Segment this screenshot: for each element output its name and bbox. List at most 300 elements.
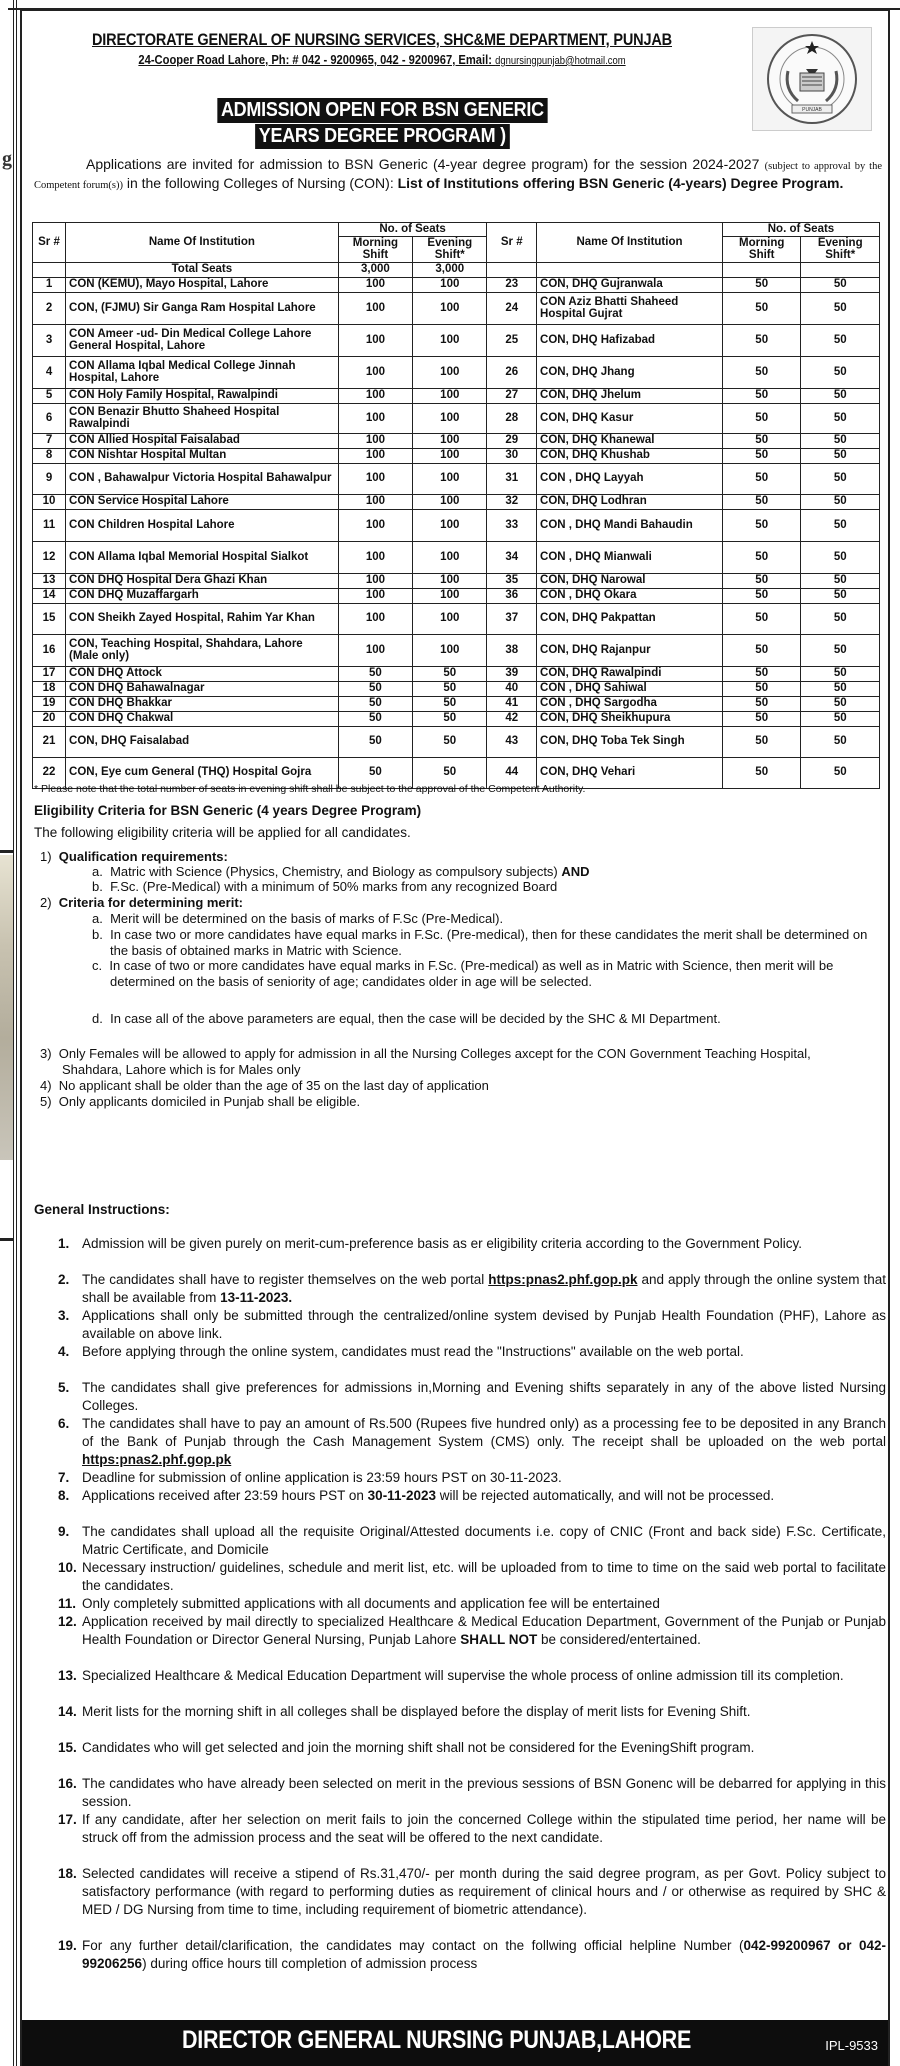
sr-cell: 30 (487, 448, 537, 463)
evening-seats: 50 (413, 681, 487, 696)
instruction-item (58, 1307, 886, 1343)
eligibility-item-3: 3) Only Females will be allowed to apply for admission in all the Nursing Colleges axcept for the CON Government Teaching Hospital, Shahdara, Lahore which is for Males only (40, 1046, 811, 1077)
morning-seats: 50 (722, 634, 801, 666)
organization-name: DIRECTORATE GENERAL OF NURSING SERVICES, SHC&ME DEPARTMENT, PUNJAB (91, 31, 673, 49)
institution-name: CON Sheikh Zayed Hospital, Rahim Yar Khan (66, 603, 339, 634)
evening-seats: 50 (801, 541, 880, 573)
item-number: 19. (58, 1938, 77, 1953)
institution-name: CON, DHQ Narowal (537, 573, 723, 588)
morning-seats: 100 (338, 573, 412, 588)
institutions-table (32, 222, 880, 789)
morning-seats: 50 (722, 681, 801, 696)
eligibility-subtitle: The following eligibility criteria will be applied for all candidates. (34, 825, 411, 840)
morning-seats: 100 (338, 588, 412, 603)
criteria-label: Criteria for determining merit: (58, 895, 243, 910)
table-footnote: * Please note that the total number of seats in evening shift shall be subject to the approval of the Competent Authority. (34, 783, 586, 795)
item-number: 18. (58, 1866, 77, 1881)
evening-seats: 100 (413, 292, 487, 324)
instruction-text: Selected candidates will receive a stipend of Rs.31,470/- per month during the said degree program, as per Govt. Policy subject to satisfactory performance (with regard to performing duties as requirement of clinical hours and / or otherwise as required by SHC & MED / DG Nursing from time to time, including requirement of biometric attendance). (82, 1866, 886, 1917)
sr-cell: 21 (33, 726, 66, 757)
instruction-item (58, 1667, 886, 1685)
column-rule (13, 0, 14, 2066)
institution-name: CON , DHQ Okara (537, 588, 723, 603)
evening-seats: 100 (413, 448, 487, 463)
table-row (33, 448, 880, 463)
morning-seats: 50 (722, 433, 801, 448)
instruction-text: Admission will be given purely on merit-cum-preference basis as er eligibility criteria according to the Government Policy. (82, 1236, 803, 1251)
table-row (33, 588, 880, 603)
sr-cell: 42 (487, 711, 537, 726)
col-evening: Evening Shift* (413, 236, 487, 262)
morning-seats: 100 (338, 603, 412, 634)
institution-name: CON Service Hospital Lahore (66, 494, 339, 509)
item-number: 4. (58, 1344, 70, 1359)
evening-seats: 100 (413, 356, 487, 388)
sr-cell: 15 (33, 603, 66, 634)
sr-cell: 20 (33, 711, 66, 726)
evening-seats: 50 (801, 448, 880, 463)
eligibility-title: Eligibility Criteria for BSN Generic (4 years Degree Program) (34, 803, 422, 818)
sr-cell: 17 (33, 666, 66, 681)
sr-cell: 29 (487, 433, 537, 448)
institution-name: CON DHQ Bhakkar (66, 696, 339, 711)
sr-cell: 27 (487, 388, 537, 403)
table-row (33, 324, 880, 356)
institution-name: CON (KEMU), Mayo Hospital, Lahore (66, 277, 339, 292)
adjacent-newspaper-column (0, 0, 14, 2066)
criteria-label: Qualification requirements: (58, 849, 228, 864)
instruction-text: The candidates shall upload all the requisite Original/Attested documents i.e. copy of CNIC (Front and back side) F.Sc. Certificate, Matric Certificate, and Domicile (82, 1524, 886, 1557)
sr-cell: 24 (487, 292, 537, 324)
institution-name: CON Ameer -ud- Din Medical College Lahore General Hospital, Lahore (66, 324, 339, 356)
morning-seats: 50 (722, 509, 801, 541)
address-text: 24-Cooper Road Lahore, Ph: # 042 - 9200965, 042 - 9200967, Email: (138, 52, 496, 67)
ad-code: IPL-9533 (825, 2038, 878, 2053)
institution-name: CON, DHQ Rawalpindi (537, 666, 723, 681)
intro-note: (subject to approval by the Competent forum(s)) (34, 161, 883, 191)
morning-seats: 50 (338, 726, 412, 757)
institution-name: CON, DHQ Toba Tek Singh (537, 726, 723, 757)
institution-name: CON , DHQ Mianwali (537, 541, 723, 573)
item-number: 12. (58, 1614, 77, 1629)
table-header-row (33, 223, 880, 237)
item-number: 10. (58, 1560, 77, 1575)
table-row (33, 356, 880, 388)
item-number: 7. (58, 1470, 70, 1485)
instruction-item (58, 1613, 886, 1649)
table-row (33, 292, 880, 324)
morning-seats: 50 (338, 757, 412, 788)
banner-text: ADMISSION OPEN FOR BSN GENERIC (217, 98, 547, 123)
item-number: 6. (58, 1416, 70, 1431)
institution-name: CON, DHQ Khanewal (537, 433, 723, 448)
evening-seats: 50 (801, 634, 880, 666)
evening-seats: 50 (413, 696, 487, 711)
morning-seats: 50 (722, 388, 801, 403)
sr-cell: 26 (487, 356, 537, 388)
instruction-text: Applications received after 23:59 hours PST on (82, 1488, 368, 1503)
sr-cell: 1 (33, 277, 66, 292)
instruction-bold: 13-11-2023. (220, 1290, 293, 1305)
sr-cell: 12 (33, 541, 66, 573)
morning-seats: 100 (338, 403, 412, 433)
criteria-1b: b. F.Sc. (Pre-Medical) with a minimum of 50% marks from any recognized Board (92, 879, 558, 894)
eligibility-item-2: 2) Criteria for determining merit: (40, 895, 243, 910)
sr-cell: 4 (33, 356, 66, 388)
intro-bold-text: List of Institutions offering BSN Generic (4-years) Degree Program. (397, 175, 844, 191)
instruction-text: Necessary instruction/ guidelines, schedule and merit list, etc. will be uploaded from to time to time on the said web portal to facilitate the candidates. (82, 1560, 886, 1593)
directorate-logo (752, 27, 872, 131)
institution-name: CON, DHQ Khushab (537, 448, 723, 463)
instruction-item (58, 1271, 886, 1307)
institution-name: CON, DHQ Pakpattan (537, 603, 723, 634)
col-sr: Sr # (33, 223, 66, 263)
col-seats: No. of Seats (722, 223, 879, 237)
instruction-item (58, 1559, 886, 1595)
morning-seats: 50 (338, 711, 412, 726)
sr-cell: 39 (487, 666, 537, 681)
instruction-text: will be rejected automatically, and will not be processed. (435, 1488, 775, 1503)
col-name: Name Of Institution (537, 223, 723, 263)
evening-seats: 100 (413, 541, 487, 573)
sr-cell: 31 (487, 463, 537, 494)
evening-seats: 50 (801, 277, 880, 292)
institution-name: CON DHQ Attock (66, 666, 339, 681)
total-label: Total Seats (66, 262, 339, 277)
institution-name: CON, DHQ Sheikhupura (537, 711, 723, 726)
evening-seats: 50 (801, 403, 880, 433)
item-number: 15. (58, 1740, 77, 1755)
institution-name: CON Aziz Bhatti Shaheed Hospital Gujrat (537, 292, 723, 324)
instruction-text: Before applying through the online system, candidates must read the "Instructions" available on the web portal. (82, 1344, 744, 1359)
sr-cell: 2 (33, 292, 66, 324)
evening-seats: 50 (413, 666, 487, 681)
col-sr: Sr # (487, 223, 537, 263)
banner-text: YEARS DEGREE PROGRAM ) (255, 124, 509, 149)
evening-seats: 50 (801, 433, 880, 448)
morning-seats: 50 (722, 588, 801, 603)
morning-seats: 50 (722, 711, 801, 726)
evening-seats: 50 (801, 666, 880, 681)
evening-seats: 50 (801, 463, 880, 494)
instruction-item (58, 1487, 886, 1505)
sr-cell: 18 (33, 681, 66, 696)
table-row (33, 696, 880, 711)
instruction-item (58, 1739, 886, 1757)
morning-seats: 50 (722, 463, 801, 494)
eligibility-item-4: 4) No applicant shall be older than the age of 35 on the last day of application (40, 1078, 489, 1093)
item-number: 11. (58, 1596, 77, 1611)
evening-seats: 100 (413, 433, 487, 448)
criteria-2b: b. In case two or more candidates have equal marks in F.Sc. (Pre-medical), then for these candidates the merit shall be determined on the basis of obtained marks in Matric with Science. (92, 927, 868, 958)
criteria-1a: a. Matric with Science (Physics, Chemistry, and Biology as compulsory subjects) AND (92, 864, 590, 879)
table-row (33, 541, 880, 573)
sr-cell: 33 (487, 509, 537, 541)
emblem-icon (762, 31, 862, 127)
sr-cell: 35 (487, 573, 537, 588)
intro-paragraph (34, 156, 882, 194)
institution-name: CON Allama Iqbal Medical College Jinnah Hospital, Lahore (66, 356, 339, 388)
table-row (33, 726, 880, 757)
instruction-item (58, 1379, 886, 1415)
institution-name: CON, DHQ Lodhran (537, 494, 723, 509)
instruction-text: and apply through the online system that shall be available from (82, 1272, 886, 1305)
table-row (33, 494, 880, 509)
sr-cell: 36 (487, 588, 537, 603)
institution-name: CON Benazir Bhutto Shaheed Hospital Rawalpindi (66, 403, 339, 433)
sr-cell: 8 (33, 448, 66, 463)
sr-cell: 25 (487, 324, 537, 356)
evening-seats: 100 (413, 588, 487, 603)
sr-cell: 14 (33, 588, 66, 603)
morning-seats: 50 (722, 541, 801, 573)
instruction-item (58, 1469, 886, 1487)
institution-name: CON , DHQ Layyah (537, 463, 723, 494)
instruction-item (58, 1523, 886, 1559)
evening-seats: 100 (413, 463, 487, 494)
morning-seats: 100 (338, 388, 412, 403)
institution-name: CON Holy Family Hospital, Rawalpindi (66, 388, 339, 403)
newspaper-fragment: g (2, 148, 12, 170)
table-row (33, 433, 880, 448)
morning-seats: 50 (722, 494, 801, 509)
col-morning: Morning Shift (722, 236, 801, 262)
institution-name: CON DHQ Muzaffargarh (66, 588, 339, 603)
morning-seats: 50 (338, 666, 412, 681)
email-link[interactable]: dgnursingpunjab@hotmail.com (495, 55, 626, 67)
institution-name: CON Allied Hospital Faisalabad (66, 433, 339, 448)
morning-seats: 100 (338, 277, 412, 292)
evening-seats: 50 (801, 757, 880, 788)
sr-cell: 23 (487, 277, 537, 292)
evening-seats: 50 (413, 726, 487, 757)
evening-seats: 50 (413, 757, 487, 788)
instruction-text: be considered/entertained. (537, 1632, 701, 1647)
sr-cell: 3 (33, 324, 66, 356)
institution-name: CON, DHQ Faisalabad (66, 726, 339, 757)
evening-seats: 100 (413, 403, 487, 433)
svg-text:PUNJAB: PUNJAB (802, 107, 822, 113)
newspaper-photo-fragment (0, 855, 14, 1160)
col-name: Name Of Institution (66, 223, 339, 263)
morning-seats: 50 (722, 696, 801, 711)
evening-seats: 50 (801, 292, 880, 324)
evening-seats: 50 (801, 696, 880, 711)
morning-seats: 50 (722, 277, 801, 292)
evening-seats: 100 (413, 603, 487, 634)
morning-seats: 50 (722, 603, 801, 634)
instruction-text: Application received by mail directly to specialized Healthcare & Medical Education Department, Government of the Punjab or Punjab Health Foundation or Director General Nursing, Punjab Lahore (82, 1614, 886, 1647)
evening-seats: 50 (801, 711, 880, 726)
header (22, 31, 742, 67)
table-body (33, 277, 880, 788)
column-rule (16, 0, 17, 2066)
organization-address (72, 52, 691, 67)
criteria-2d: d. In case all of the above parameters are equal, then the case will be decided by the SHC & MI Department. (92, 1011, 721, 1026)
criteria-2c: c. In case of two or more candidates have equal marks in F.Sc. (Pre-medical) as well as in Matric with Science, then merit will be determined on the basis of seniority of age; candidates older in age will be selected. (92, 958, 834, 989)
table-row (33, 634, 880, 666)
sr-cell: 37 (487, 603, 537, 634)
institution-name: CON, DHQ Vehari (537, 757, 723, 788)
institution-name: CON, DHQ Kasur (537, 403, 723, 433)
institution-name: CON DHQ Chakwal (66, 711, 339, 726)
banner-line-2 (22, 124, 742, 149)
institution-name: CON , DHQ Mandi Bahaudin (537, 509, 723, 541)
col-evening: Evening Shift* (801, 236, 880, 262)
item-number: 2. (58, 1272, 70, 1287)
morning-seats: 50 (722, 573, 801, 588)
instruction-bold: 042-99200967 or 042-99206256 (82, 1938, 886, 1971)
morning-seats: 100 (338, 509, 412, 541)
instruction-text: The candidates shall have to pay an amount of Rs.500 (Rupees five hundred only) as a processing fee to be deposited in any Branch of the Bank of Punjab through the Cash Management System (CMS) only. The receipt shall be uploaded on the web portal (82, 1416, 886, 1449)
instruction-item (58, 1343, 886, 1361)
instruction-item (58, 1865, 886, 1919)
institution-name: CON Allama Iqbal Memorial Hospital Sialkot (66, 541, 339, 573)
instruction-bold: 30-11-2023 (367, 1488, 436, 1503)
item-number: 14. (58, 1704, 77, 1719)
intro-text: in the following Colleges of Nursing (CON): (122, 175, 398, 191)
item-number: 3. (58, 1308, 70, 1323)
sr-cell: 10 (33, 494, 66, 509)
morning-seats: 100 (338, 433, 412, 448)
instruction-text: Applications shall only be submitted through the centralized/online system devised by Punjab Health Foundation (PHF), Lahore as available on above link. (82, 1308, 886, 1341)
advertisement (20, 9, 890, 2066)
total-evening: 3,000 (413, 262, 487, 277)
evening-seats: 50 (413, 711, 487, 726)
morning-seats: 100 (338, 541, 412, 573)
instruction-item (58, 1235, 886, 1253)
evening-seats: 50 (801, 603, 880, 634)
evening-seats: 100 (413, 509, 487, 541)
institution-name: CON, DHQ Jhelum (537, 388, 723, 403)
evening-seats: 50 (801, 726, 880, 757)
morning-seats: 100 (338, 324, 412, 356)
sr-cell: 34 (487, 541, 537, 573)
table-row (33, 388, 880, 403)
criteria-2a: a. Merit will be determined on the basis of marks of F.Sc (Pre-Medical). (92, 911, 504, 926)
institution-name: CON Children Hospital Lahore (66, 509, 339, 541)
portal-link[interactable]: https:pnas2.phf.gop.pk (82, 1452, 232, 1467)
instruction-text: Only completely submitted applications with all documents and application fee will be entertained (82, 1596, 660, 1611)
evening-seats: 100 (413, 324, 487, 356)
morning-seats: 100 (338, 356, 412, 388)
table-row (33, 277, 880, 292)
institution-name: CON, Teaching Hospital, Shahdara, Lahore (Male only) (66, 634, 339, 666)
instruction-item (58, 1703, 886, 1721)
instruction-text: Deadline for submission of online application is 23:59 hours PST on 30-11-2023. (82, 1470, 562, 1485)
eligibility-item-5: 5) Only applicants domiciled in Punjab shall be eligible. (40, 1094, 361, 1109)
institution-name: CON, Eye cum General (THQ) Hospital Gojra (66, 757, 339, 788)
evening-seats: 50 (801, 356, 880, 388)
col-morning: Morning Shift (338, 236, 412, 262)
morning-seats: 50 (722, 356, 801, 388)
evening-seats: 50 (801, 588, 880, 603)
sr-cell: 9 (33, 463, 66, 494)
general-instructions-title: General Instructions: (34, 1202, 170, 1217)
sr-cell: 16 (33, 634, 66, 666)
footer-title: DIRECTOR GENERAL NURSING PUNJAB,LAHORE (182, 2026, 692, 2054)
institution-name: CON DHQ Bahawalnagar (66, 681, 339, 696)
instruction-bold: SHALL NOT (460, 1632, 538, 1647)
instruction-item (58, 1811, 886, 1847)
sr-cell: 38 (487, 634, 537, 666)
sr-cell: 43 (487, 726, 537, 757)
item-number: 17. (58, 1812, 77, 1827)
instruction-text: For any further detail/clarification, the candidates may contact on the follwing official helpline Number ( (82, 1938, 744, 1953)
morning-seats: 50 (722, 403, 801, 433)
institution-name: CON, (FJMU) Sir Ganga Ram Hospital Lahore (66, 292, 339, 324)
sr-cell: 28 (487, 403, 537, 433)
instruction-text: The candidates who have already been selected on merit in the previous sessions of BSN Gonenc will be debarred for applying in this session. (82, 1776, 886, 1809)
institution-name: CON , DHQ Sahiwal (537, 681, 723, 696)
col-seats: No. of Seats (338, 223, 487, 237)
table-row (33, 403, 880, 433)
institution-name: CON, DHQ Rajanpur (537, 634, 723, 666)
instruction-text: The candidates shall give preferences for admissions in,Morning and Evening shifts separately in any of the above listed Nursing Colleges. (82, 1380, 886, 1413)
sr-cell: 32 (487, 494, 537, 509)
total-row (33, 262, 880, 277)
morning-seats: 50 (338, 696, 412, 711)
item-number: 1. (58, 1236, 70, 1251)
institution-name: CON DHQ Hospital Dera Ghazi Khan (66, 573, 339, 588)
evening-seats: 100 (413, 277, 487, 292)
item-number: 13. (58, 1668, 77, 1683)
instruction-item (58, 1415, 886, 1469)
evening-seats: 50 (801, 681, 880, 696)
morning-seats: 50 (722, 448, 801, 463)
evening-seats: 50 (801, 388, 880, 403)
item-number: 5. (58, 1380, 70, 1395)
morning-seats: 50 (722, 324, 801, 356)
morning-seats: 100 (338, 292, 412, 324)
table-row (33, 463, 880, 494)
instruction-text: Candidates who will get selected and join the morning shift shall not be considered for the EveningShift program. (82, 1740, 755, 1755)
sr-cell: 5 (33, 388, 66, 403)
morning-seats: 50 (338, 681, 412, 696)
evening-seats: 100 (413, 634, 487, 666)
evening-seats: 100 (413, 573, 487, 588)
institution-name: CON, DHQ Jhang (537, 356, 723, 388)
divider (0, 1238, 14, 1241)
instruction-item (58, 1937, 886, 1973)
portal-link[interactable]: https:pnas2.phf.gop.pk (488, 1272, 638, 1287)
sr-cell: 7 (33, 433, 66, 448)
instruction-item (58, 1775, 886, 1811)
intro-text: Applications are invited for admission to BSN Generic (4-year degree program) for the session 2024-2027 (86, 156, 765, 172)
morning-seats: 100 (338, 494, 412, 509)
sr-cell: 13 (33, 573, 66, 588)
instruction-text: ) during office hours till completion of admission process (142, 1956, 478, 1971)
morning-seats: 50 (722, 292, 801, 324)
sr-cell: 44 (487, 757, 537, 788)
table-row (33, 573, 880, 588)
banner-line-1 (22, 98, 742, 123)
item-number: 9. (58, 1524, 70, 1539)
table-row (33, 681, 880, 696)
morning-seats: 50 (722, 726, 801, 757)
table-row (33, 711, 880, 726)
institution-name: CON, DHQ Hafizabad (537, 324, 723, 356)
institution-name: CON , Bahawalpur Victoria Hospital Bahawalpur (66, 463, 339, 494)
item-number: 16. (58, 1776, 77, 1791)
sr-cell: 11 (33, 509, 66, 541)
evening-seats: 50 (801, 509, 880, 541)
morning-seats: 100 (338, 634, 412, 666)
sr-cell: 22 (33, 757, 66, 788)
table-row (33, 603, 880, 634)
eligibility-item-1: 1) Qualification requirements: (40, 849, 228, 864)
institution-name: CON , DHQ Sargodha (537, 696, 723, 711)
